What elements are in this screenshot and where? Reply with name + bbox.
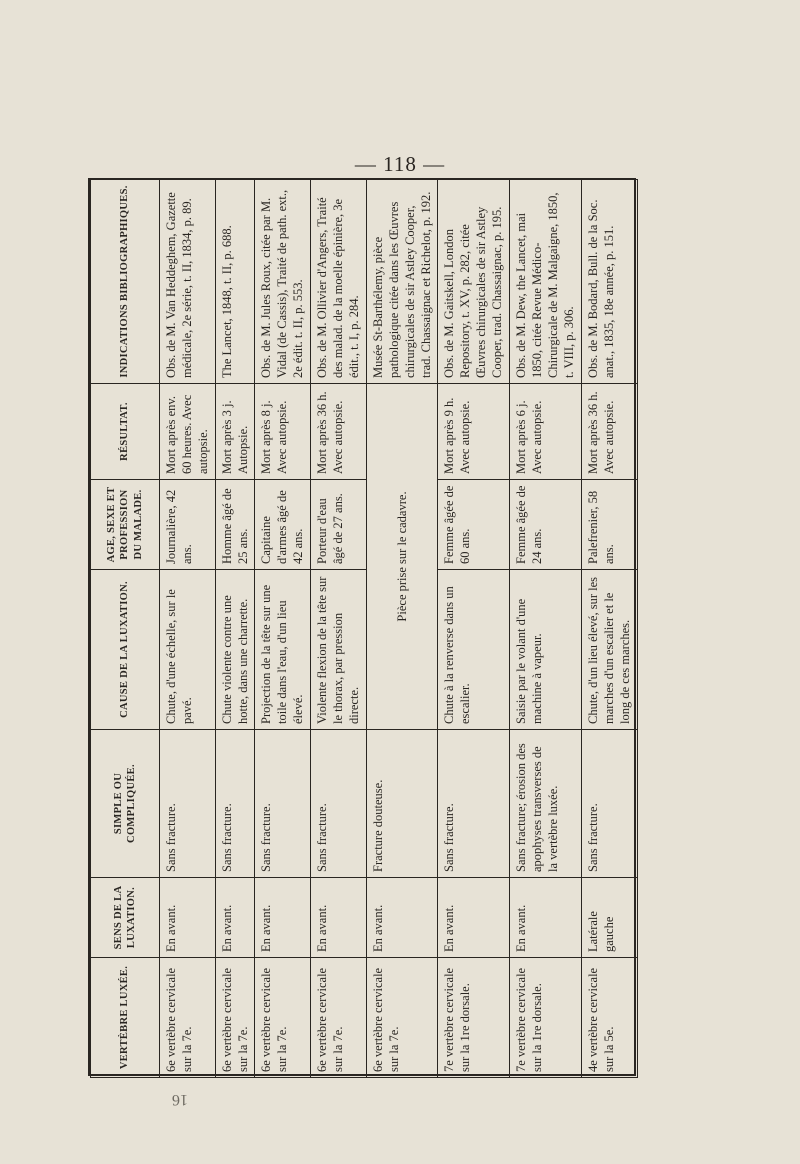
cell-vertebre: 6e vertèbre cervicale sur la 7e.: [160, 958, 216, 1078]
cell-resultat: Mort après 3 j. Autopsie.: [215, 384, 254, 480]
margin-mark: 16: [172, 1091, 188, 1108]
header-age-sexe: AGE, SEXE ET PROFESSION DU MALADE.: [91, 480, 160, 570]
cell-sens: En avant.: [438, 878, 510, 958]
cell-vertebre: 7e vertèbre cervicale sur la 1re dorsale.: [510, 958, 582, 1078]
header-cause: CAUSE DE LA LUXATION.: [91, 570, 160, 730]
cell-simple: Fracture douteuse.: [366, 730, 438, 878]
cell-sens: En avant.: [160, 878, 216, 958]
cell-vertebre: 6e vertèbre cervicale sur la 7e.: [310, 958, 366, 1078]
page-number: — 118 —: [354, 152, 446, 176]
cell-vertebre: 7e vertèbre cervicale sur la 1re dorsale.: [438, 958, 510, 1078]
header-vertebre: VERTÈBRE LUXÉE.: [91, 958, 160, 1078]
cell-cause: Violente flexion de la tête sur le thorax, par pression directe.: [310, 570, 366, 730]
cell-indications: Obs. de M. Dew, the Lancet, mai 1850, citée Revue Médico-Chirurgicale de M. Malgaigne, 1850, t. VIII, p. 306.: [510, 180, 582, 384]
cell-sens: En avant.: [255, 878, 311, 958]
cell-age: Femme âgée de 24 ans.: [510, 480, 582, 570]
cell-cause: Chute violente contre une hotte, dans une charrette.: [215, 570, 254, 730]
cell-indications: Musée St-Barthélemy, pièce pathologique citée dans les Œuvres chirurgicales de sir Astley Cooper, trad. Chassaignac et Richelot, p. 192.: [366, 180, 438, 384]
cell-cause: Chute, d'une échelle, sur le pavé.: [160, 570, 216, 730]
luxation-table-rotated: [90, 180, 638, 1078]
cell-simple: Sans fracture.: [438, 730, 510, 878]
luxation-table: [90, 179, 638, 1078]
cell-vertebre: 6e vertèbre cervicale sur la 7e.: [366, 958, 438, 1078]
cell-simple: Sans fracture.: [255, 730, 311, 878]
table-row: [438, 180, 510, 1078]
cell-resultat: Mort après 8 j. Avec autopsie.: [255, 384, 311, 480]
cell-age: Palefrenier, 58 ans.: [582, 480, 638, 570]
cell-simple: Sans fracture; érosion des apophyses transverses de la vertèbre luxée.: [510, 730, 582, 878]
cell-simple: Sans fracture.: [582, 730, 638, 878]
cell-indications: Obs. de M. Ollivier d'Angers, Traité des malad. de la moelle épinière, 3e édit., t. I, p. 284.: [310, 180, 366, 384]
table-row: [310, 180, 366, 1078]
cell-indications: The Lancet, 1848, t. II, p. 688.: [215, 180, 254, 384]
table-row: [160, 180, 216, 1078]
cell-age: Journalière, 42 ans.: [160, 480, 216, 570]
cell-sens: En avant.: [310, 878, 366, 958]
cell-sens: Latérale gauche: [582, 878, 638, 958]
table-row: [366, 180, 438, 1078]
cell-simple: Sans fracture.: [310, 730, 366, 878]
header-sens: SENS DE LA LUXATION.: [91, 878, 160, 958]
cell-sens: En avant.: [510, 878, 582, 958]
cell-vertebre: 6e vertèbre cervicale sur la 7e.: [215, 958, 254, 1078]
cell-cause-merged: Pièce prise sur le cadavre.: [366, 384, 438, 730]
cell-indications: Obs. de M. Van Heddeghem, Gazette médicale, 2e série, t. II, 1834, p. 89.: [160, 180, 216, 384]
cell-cause: Chute, d'un lieu élevé, sur les marches d'un escalier et le long de ces marches.: [582, 570, 638, 730]
table-row: [215, 180, 254, 1078]
table-row: [510, 180, 582, 1078]
table-row: [255, 180, 311, 1078]
header-simple: SIMPLE OU COMPLIQUÉE.: [91, 730, 160, 878]
cell-age: Porteur d'eau âgé de 27 ans.: [310, 480, 366, 570]
cell-vertebre: 6e vertèbre cervicale sur la 7e.: [255, 958, 311, 1078]
cell-age: Femme âgée de 60 ans.: [438, 480, 510, 570]
cell-cause: Saisie par le volant d'une machine à vapeur.: [510, 570, 582, 730]
cell-resultat: Mort après 9 h. Avec autopsie.: [438, 384, 510, 480]
header-resultat: RÉSULTAT.: [91, 384, 160, 480]
cell-age: Homme âgé de 25 ans.: [215, 480, 254, 570]
cell-resultat: Mort après env. 60 heures. Avec autopsie.: [160, 384, 216, 480]
cell-resultat: Mort après 36 h. Avec autopsie.: [582, 384, 638, 480]
cell-simple: Sans fracture.: [160, 730, 216, 878]
cell-sens: En avant.: [366, 878, 438, 958]
cell-indications: Obs. de M. Gaitskell, London Repository, t. XV, p. 282, citée Œuvres chirurgicales de sir Astley Cooper, trad. Chassaignac, p. 195.: [438, 180, 510, 384]
header-indications: INDICATIONS BIBLIOGRAPHIQUES.: [91, 180, 160, 384]
table-header-row: [91, 180, 160, 1078]
cell-resultat: Mort après 36 h. Avec autopsie.: [310, 384, 366, 480]
cell-indications: Obs. de M. Jules Roux, citée par M. Vidal (de Cassis), Traité de path. ext., 2e édit. t. II, p. 553.: [255, 180, 311, 384]
cell-vertebre: 4e vertèbre cervicale sur la 5e.: [582, 958, 638, 1078]
cell-simple: Sans fracture.: [215, 730, 254, 878]
cell-cause: Projection de la tête sur une toile dans l'eau, d'un lieu élevé.: [255, 570, 311, 730]
cell-sens: En avant.: [215, 878, 254, 958]
cell-indications: Obs. de M. Bodard, Bull. de la Soc. anat., 1835, 18e année, p. 151.: [582, 180, 638, 384]
cell-age: Capitaine d'armes âgé de 42 ans.: [255, 480, 311, 570]
cell-resultat: Mort après 6 j. Avec autopsie.: [510, 384, 582, 480]
cell-cause: Chute à la renverse dans un escalier.: [438, 570, 510, 730]
table-row: [582, 180, 638, 1078]
rotated-table-frame: [88, 178, 636, 1076]
